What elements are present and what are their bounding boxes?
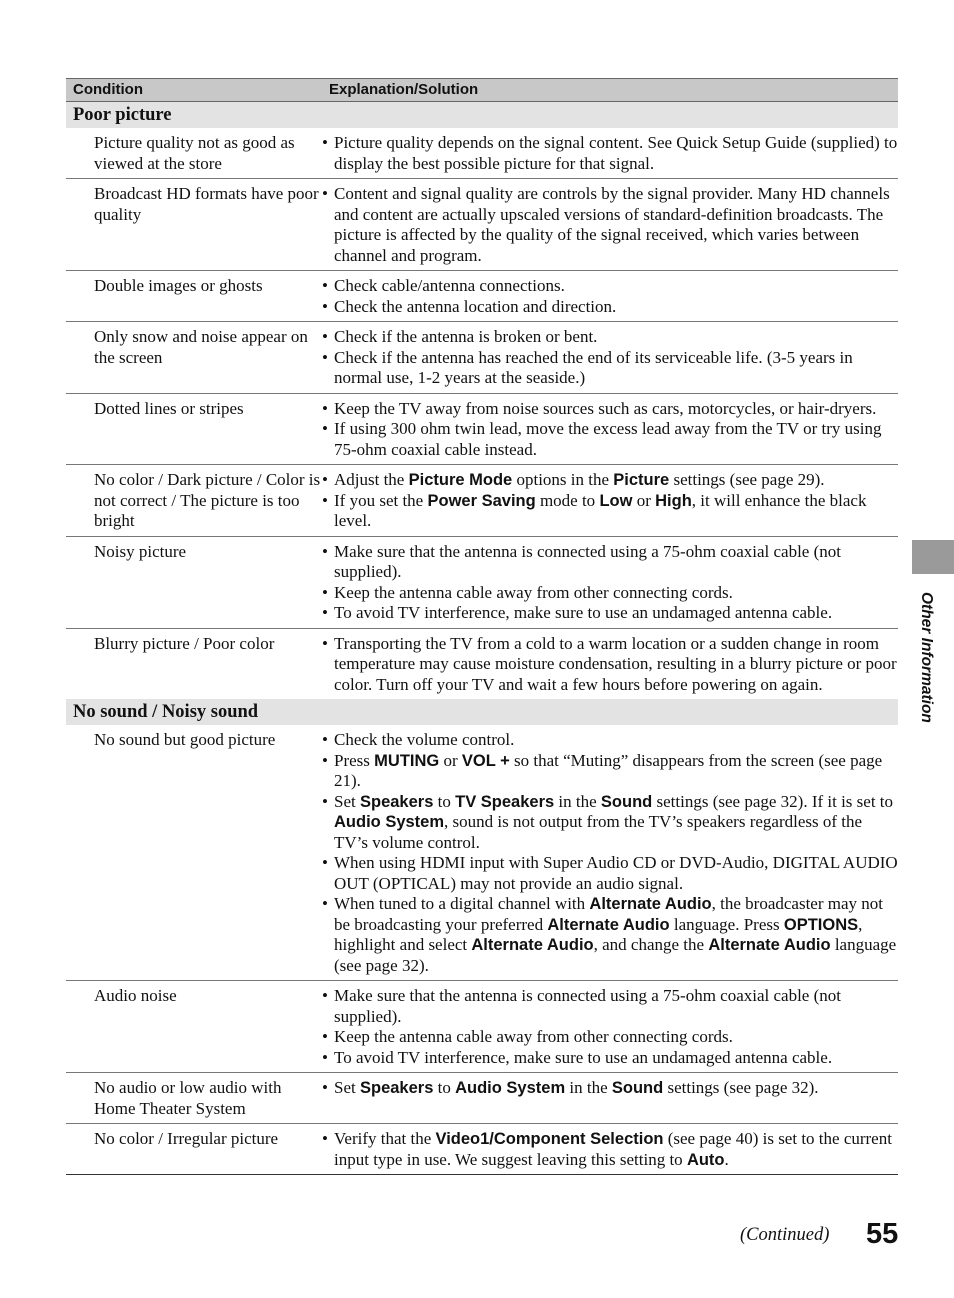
condition-cell: Picture quality not as good as viewed at the store <box>94 133 295 173</box>
header-solution: Explanation/Solution <box>329 81 479 98</box>
solution-bullet <box>322 730 898 751</box>
table-row <box>66 1073 898 1124</box>
solution-text: language (see page 32). <box>334 935 897 975</box>
table-header <box>66 78 898 102</box>
solution-bullet <box>322 491 898 532</box>
solution-cell <box>322 470 898 532</box>
solution-text: settings (see page 32). <box>663 1078 819 1097</box>
solution-text: , the broadcaster may not be broadcasting your preferred <box>334 894 883 934</box>
solution-cell <box>322 399 898 461</box>
solution-bullet <box>322 853 898 894</box>
solution-text: Check the antenna location and direction. <box>334 296 617 316</box>
solution-text: Keep the antenna cable away from other connecting cords. <box>334 582 733 602</box>
setting-name: Alternate Audio <box>471 936 594 954</box>
solution-cell <box>322 133 898 174</box>
setting-name: Video1/Component Selection <box>435 1130 664 1148</box>
solution-text: mode to <box>535 490 600 510</box>
table-row <box>66 128 898 179</box>
solution-text: Check the volume control. <box>334 730 515 749</box>
solution-cell <box>322 730 898 976</box>
condition-cell: Only snow and noise appear on the screen <box>94 327 308 367</box>
solution-text: language. Press <box>669 914 784 934</box>
solution-text: Picture quality depends on the signal content. See Quick Setup Guide (supplied) to display the best possible picture for that signal. <box>334 133 898 173</box>
table-row <box>66 1124 898 1175</box>
solution-text: Check if the antenna is broken or bent. <box>334 327 598 346</box>
solution-bullet <box>322 1129 898 1170</box>
solution-text: or <box>632 490 656 510</box>
troubleshooting-table <box>66 78 898 1175</box>
table-row <box>66 629 898 700</box>
solution-bullet <box>322 276 898 297</box>
solution-bullet <box>322 894 898 976</box>
setting-name: High <box>655 491 692 510</box>
solution-bullet <box>322 399 898 420</box>
setting-name: Picture <box>613 471 670 489</box>
solution-bullet <box>322 751 898 792</box>
solution-text: If you set the <box>334 490 428 510</box>
condition-cell: Double images or ghosts <box>94 276 263 295</box>
solution-text: in the <box>554 791 601 811</box>
section-title: Poor picture <box>66 102 898 128</box>
section-title: No sound / Noisy sound <box>66 699 898 725</box>
solution-cell <box>322 1078 898 1119</box>
solution-text: in the <box>565 1078 612 1097</box>
solution-text: Transporting the TV from a cold to a warm location or a sudden change in room temperature may cause moisture condensation, resulting in a blurry picture or poor color. Turn off your TV and wait a few hours before powering on again. <box>334 633 897 694</box>
condition-cell: Dotted lines or stripes <box>94 398 244 418</box>
side-tab-marker <box>912 540 954 574</box>
setting-name: Sound <box>611 1079 664 1097</box>
solution-text: When using HDMI input with Super Audio CD or DVD-Audio, DIGITAL AUDIO OUT (OPTICAL) may not provide an audio signal. <box>334 853 898 893</box>
solution-cell <box>322 276 898 317</box>
solution-cell <box>322 542 898 624</box>
solution-text: Adjust the <box>334 470 409 489</box>
condition-cell: No color / Irregular picture <box>94 1129 279 1148</box>
table-row <box>66 179 898 271</box>
solution-bullet <box>322 1048 898 1069</box>
solution-bullet <box>322 583 898 604</box>
solution-bullet <box>322 470 898 491</box>
table-row <box>66 465 898 537</box>
solution-bullet <box>322 184 898 266</box>
table-row <box>66 725 898 981</box>
solution-text: Check if the antenna has reached the end of its serviceable life. (3-5 years in normal use, 1-2 years at the seaside.) <box>334 347 853 387</box>
setting-name: Power Saving <box>427 491 536 510</box>
table-row <box>66 981 898 1073</box>
setting-name: Audio System <box>334 813 445 831</box>
header-condition: Condition <box>73 81 143 98</box>
page-number: 55 <box>866 1218 899 1250</box>
setting-name: Auto <box>686 1150 725 1169</box>
solution-cell <box>322 184 898 266</box>
table-row <box>66 322 898 394</box>
solution-text: When tuned to a digital channel with <box>334 894 590 913</box>
solution-text: Set <box>334 791 360 811</box>
solution-text: If using 300 ohm twin lead, move the excess lead away from the TV or try using 75-ohm coaxial cable instead. <box>334 419 882 459</box>
setting-name: Low <box>599 491 633 510</box>
solution-text: Content and signal quality are controls by the signal provider. Many HD channels and content are actually upscaled versions of standard-definition broadcasts. The picture is affected by the quality of the signal received, which varies between channel and program. <box>334 184 890 265</box>
solution-text: (see page 40) is set to the current input type in use. We suggest leaving this setting to <box>334 1129 892 1169</box>
solution-text: Set <box>334 1078 360 1097</box>
solution-text: Press <box>334 750 375 770</box>
solution-text: To avoid TV interference, make sure to use an undamaged antenna cable. <box>334 603 833 622</box>
solution-text: Keep the antenna cable away from other connecting cords. <box>334 1027 733 1046</box>
condition-cell: No audio or low audio with Home Theater System <box>94 1078 282 1118</box>
solution-cell <box>322 986 898 1068</box>
solution-text: settings (see page 29). <box>669 470 825 489</box>
solution-text: , sound is not output from the TV’s speakers regardless of the TV’s volume control. <box>334 812 863 852</box>
table-row <box>66 537 898 629</box>
solution-text: Make sure that the antenna is connected using a 75-ohm coaxial cable (not supplied). <box>334 541 841 581</box>
solution-text: settings (see page 32). If it is set to <box>652 791 894 811</box>
setting-name: OPTIONS <box>783 915 859 934</box>
solution-text: Verify that the <box>334 1129 436 1148</box>
solution-bullet <box>322 542 898 583</box>
condition-cell: Broadcast HD formats have poor quality <box>94 184 319 224</box>
solution-text: . <box>724 1149 729 1169</box>
solution-text: to <box>433 1078 456 1097</box>
setting-name: Alternate Audio <box>547 915 670 934</box>
setting-name: Alternate Audio <box>708 936 831 954</box>
solution-text: or <box>439 750 462 770</box>
setting-name: Speakers <box>359 792 434 811</box>
solution-cell <box>322 634 898 696</box>
condition-cell: No sound but good picture <box>94 730 276 749</box>
solution-text: options in the <box>512 470 614 489</box>
solution-text: , it will enhance the black level. <box>334 490 867 530</box>
solution-bullet <box>322 133 898 174</box>
setting-name: VOL + <box>461 751 510 770</box>
condition-cell: Audio noise <box>94 986 177 1005</box>
solution-text: Keep the TV away from noise sources such as cars, motorcycles, or hair-dryers. <box>334 398 877 418</box>
setting-name: Picture Mode <box>408 471 513 489</box>
setting-name: Sound <box>600 792 653 811</box>
solution-bullet <box>322 634 898 696</box>
solution-bullet <box>322 1027 898 1048</box>
solution-text: Make sure that the antenna is connected using a 75-ohm coaxial cable (not supplied). <box>334 986 841 1026</box>
solution-text: to <box>433 791 456 811</box>
solution-text: so that “Muting” disappears from the screen (see page 21). <box>334 750 883 790</box>
continued-note: (Continued) <box>740 1225 830 1245</box>
condition-cell: No color / Dark picture / Color is not correct / The picture is too bright <box>94 470 321 530</box>
setting-name: Speakers <box>359 1079 434 1097</box>
setting-name: MUTING <box>374 751 440 770</box>
table-row <box>66 394 898 466</box>
table-row <box>66 271 898 322</box>
solution-bullet <box>322 986 898 1027</box>
solution-text: Check cable/antenna connections. <box>334 276 565 295</box>
setting-name: Audio System <box>455 1079 566 1097</box>
setting-name: TV Speakers <box>455 792 555 811</box>
solution-cell <box>322 1129 898 1170</box>
solution-text: , and change the <box>593 935 709 954</box>
solution-bullet <box>322 1078 898 1099</box>
solution-bullet <box>322 792 898 854</box>
solution-bullet <box>322 348 898 389</box>
solution-bullet <box>322 603 898 624</box>
solution-bullet <box>322 419 898 460</box>
setting-name: Alternate Audio <box>589 895 712 913</box>
solution-text: To avoid TV interference, make sure to use an undamaged antenna cable. <box>334 1047 833 1067</box>
solution-cell <box>322 327 898 389</box>
solution-bullet <box>322 327 898 348</box>
solution-bullet <box>322 297 898 318</box>
condition-cell: Blurry picture / Poor color <box>94 633 275 653</box>
solution-text: , highlight and select <box>334 914 863 954</box>
condition-cell: Noisy picture <box>94 541 187 561</box>
side-section-label: Other Information <box>918 592 935 723</box>
table-body <box>66 102 898 1175</box>
